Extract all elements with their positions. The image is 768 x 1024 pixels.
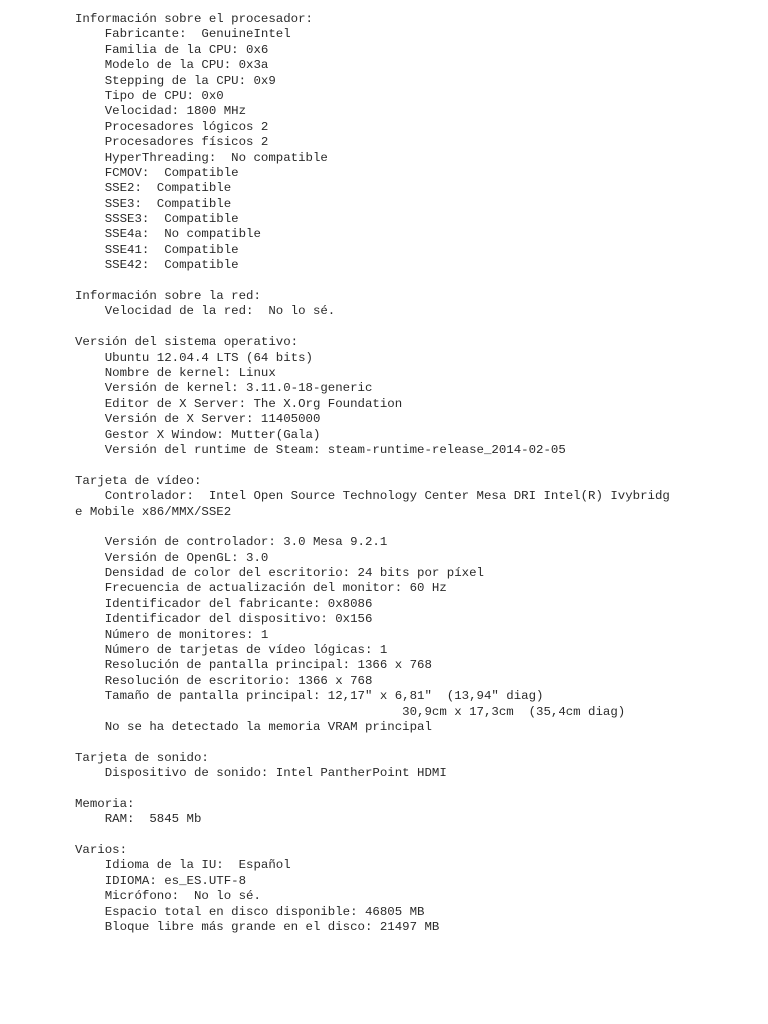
text-line: Modelo de la CPU: 0x3a <box>75 58 269 73</box>
text-line: Editor de X Server: The X.Org Foundation <box>75 396 403 411</box>
text-line: Velocidad: 1800 MHz <box>75 104 247 119</box>
text-line: Familia de la CPU: 0x6 <box>75 42 269 57</box>
text-line: Tamaño de pantalla principal: 12,17" x 6,81" (13,94" diag) <box>75 689 544 704</box>
text-line: No se ha detectado la memoria VRAM principal <box>75 719 432 734</box>
text-line: Fabricante: GenuineIntel <box>75 27 291 42</box>
text-line: Ubuntu 12.04.4 LTS (64 bits) <box>75 350 313 365</box>
text-line: Tipo de CPU: 0x0 <box>75 88 224 103</box>
text-line: 30,9cm x 17,3cm (35,4cm diag) <box>75 704 626 719</box>
text-line: SSE2: Compatible <box>75 181 232 196</box>
text-line: Información sobre el procesador: <box>75 12 313 26</box>
text-line: Varios: <box>75 843 128 858</box>
text-line: SSSE3: Compatible <box>75 212 239 227</box>
text-line <box>75 782 755 797</box>
text-line: Versión de X Server: 11405000 <box>75 412 321 427</box>
text-line: Procesadores lógicos 2 <box>75 119 269 134</box>
text-line: Número de tarjetas de vídeo lógicas: 1 <box>75 643 388 658</box>
text-line: Versión del runtime de Steam: steam-runtime-release_2014-02-05 <box>75 442 566 457</box>
text-line: Información sobre la red: <box>75 289 261 304</box>
text-line: Velocidad de la red: No lo sé. <box>75 304 336 319</box>
text-line: Tarjeta de sonido: <box>75 750 209 765</box>
text-line: Procesadores físicos 2 <box>75 135 269 150</box>
text-line: Espacio total en disco disponible: 46805 MB <box>75 904 425 919</box>
text-line: Tarjeta de vídeo: <box>75 473 202 488</box>
text-line: Memoria: <box>75 796 135 811</box>
text-line: SSE41: Compatible <box>75 242 239 257</box>
text-line: Número de monitores: 1 <box>75 627 269 642</box>
text-line: HyperThreading: No compatible <box>75 150 328 165</box>
text-line: Versión de controlador: 3.0 Mesa 9.2.1 <box>75 535 388 550</box>
text-line: Bloque libre más grande en el disco: 21497 MB <box>75 920 440 935</box>
text-line: RAM: 5845 Mb <box>75 812 202 827</box>
text-line: Versión de kernel: 3.11.0-18-generic <box>75 381 373 396</box>
text-line: IDIOMA: es_ES.UTF-8 <box>75 873 247 888</box>
text-line: Identificador del dispositivo: 0x156 <box>75 612 373 627</box>
text-line: SSE3: Compatible <box>75 196 232 211</box>
text-line: Densidad de color del escritorio: 24 bits por píxel <box>75 566 484 581</box>
text-line <box>75 274 755 289</box>
text-line: Stepping de la CPU: 0x9 <box>75 73 276 88</box>
text-line: Versión del sistema operativo: <box>75 335 299 350</box>
text-line: Identificador del fabricante: 0x8086 <box>75 596 373 611</box>
text-line: Controlador: Intel Open Source Technology Center Mesa DRI Intel(R) Ivybridg <box>75 489 670 504</box>
text-line: Resolución de escritorio: 1366 x 768 <box>75 673 373 688</box>
text-line: FCMOV: Compatible <box>75 165 239 180</box>
text-line: Frecuencia de actualización del monitor: 60 Hz <box>75 581 447 596</box>
text-line: Gestor X Window: Mutter(Gala) <box>75 427 321 442</box>
text-line: e Mobile x86/MMX/SSE2 <box>75 504 232 519</box>
text-line: SSE4a: No compatible <box>75 227 261 242</box>
text-line: Versión de OpenGL: 3.0 <box>75 550 269 565</box>
text-line <box>75 458 755 473</box>
text-line: SSE42: Compatible <box>75 258 239 273</box>
text-line: Micrófono: No lo sé. <box>75 889 261 904</box>
text-line <box>75 320 755 335</box>
text-line <box>75 828 755 843</box>
text-line: Nombre de kernel: Linux <box>75 365 276 380</box>
text-line: Idioma de la IU: Español <box>75 858 291 873</box>
system-info-document <box>75 12 755 935</box>
text-line: Dispositivo de sonido: Intel PantherPoint HDMI <box>75 766 447 781</box>
text-line <box>75 735 755 750</box>
text-line: Resolución de pantalla principal: 1366 x 768 <box>75 658 432 673</box>
text-line <box>75 520 755 535</box>
